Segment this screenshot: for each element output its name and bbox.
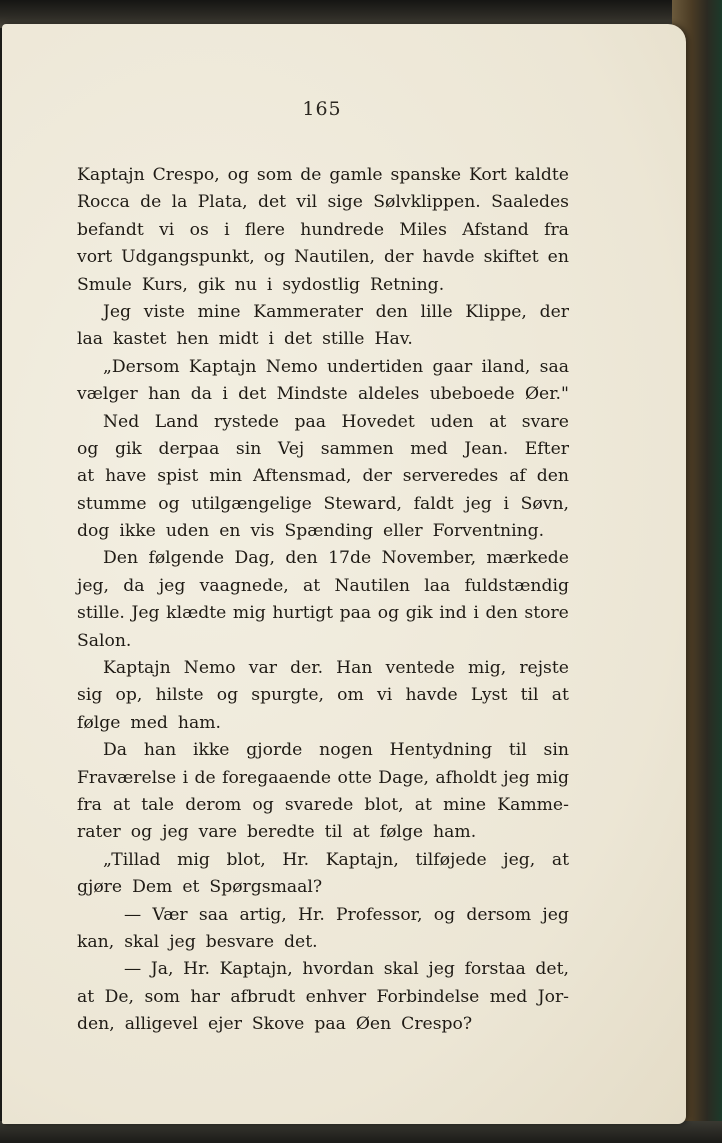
- text-line: at have spist min Aftensmad, der serveredes af den: [77, 466, 569, 487]
- text-line: og gik derpaa sin Vej sammen med Jean. Efter: [77, 438, 569, 459]
- text-line: den, alligevel ejer Skove paa Øen Crespo?: [77, 1014, 473, 1035]
- text-line: Da han ikke gjorde nogen Hentydning til sin: [103, 740, 569, 761]
- text-line: at De, som har afbrudt enhver Forbindelse med Jor-: [77, 986, 569, 1007]
- text-line: Rocca de la Plata, det vil sige Sølvklippen. Saaledes: [77, 192, 569, 213]
- text-line: stumme og utilgængelige Steward, faldt jeg i Søvn,: [77, 493, 569, 514]
- text-line: befandt vi os i flere hundrede Miles Afstand fra: [77, 219, 569, 240]
- text-line: dog ikke uden en vis Spænding eller Forventning.: [77, 521, 545, 542]
- text-line: vort Udgangspunkt, og Nautilen, der havde skiftet en: [77, 247, 569, 268]
- text-line: sig op, hilste og spurgte, om vi havde Lyst til at: [77, 685, 569, 706]
- text-line: Smule Kurs, gik nu i sydostlig Retning.: [77, 274, 445, 295]
- text-line: Den følgende Dag, den 17de November, mærkede: [103, 548, 569, 569]
- text-line: „Dersom Kaptajn Nemo undertiden gaar iland, saa: [103, 356, 569, 377]
- book-bottom-edge: [0, 1121, 722, 1143]
- text-line: jeg, da jeg vaagnede, at Nautilen laa fuldstændig: [77, 575, 569, 596]
- page-number: 165: [302, 98, 342, 120]
- text-line: Kaptajn Crespo, og som de gamle spanske Kort kaldte: [77, 165, 569, 185]
- text-line: rater og jeg vare beredte til at følge ham.: [77, 822, 477, 843]
- text-line: Fraværelse i de foregaaende otte Dage, afholdt jeg mig: [77, 767, 569, 788]
- text-line: — Ja, Hr. Kaptajn, hvordan skal jeg forstaa det,: [124, 959, 569, 980]
- page-paper: [2, 24, 686, 1124]
- text-line: følge med ham.: [77, 712, 221, 733]
- body-text: [77, 162, 569, 1039]
- text-line: vælger han da i det Mindste aldeles ubeboede Øer.": [77, 384, 569, 405]
- text-line: — Vær saa artig, Hr. Professor, og dersom jeg: [124, 904, 569, 925]
- text-line: Salon.: [77, 630, 132, 651]
- text-line: „Tillad mig blot, Hr. Kaptajn, tilføjede jeg, at: [103, 849, 569, 870]
- text-line: fra at tale derom og svarede blot, at mine Kamme-: [77, 794, 569, 815]
- text-line: Jeg viste mine Kammerater den lille Klippe, der: [103, 301, 569, 322]
- text-line: Kaptajn Nemo var der. Han ventede mig, rejste: [103, 658, 569, 679]
- text-line: stille. Jeg klædte mig hurtigt paa og gik ind i den store: [77, 603, 569, 624]
- text-line: Ned Land rystede paa Hovedet uden at svare: [103, 411, 569, 432]
- text-line: laa kastet hen midt i det stille Hav.: [77, 329, 413, 350]
- text-line: kan, skal jeg besvare det.: [77, 931, 318, 952]
- text-line: gjøre Dem et Spørgsmaal?: [77, 877, 323, 898]
